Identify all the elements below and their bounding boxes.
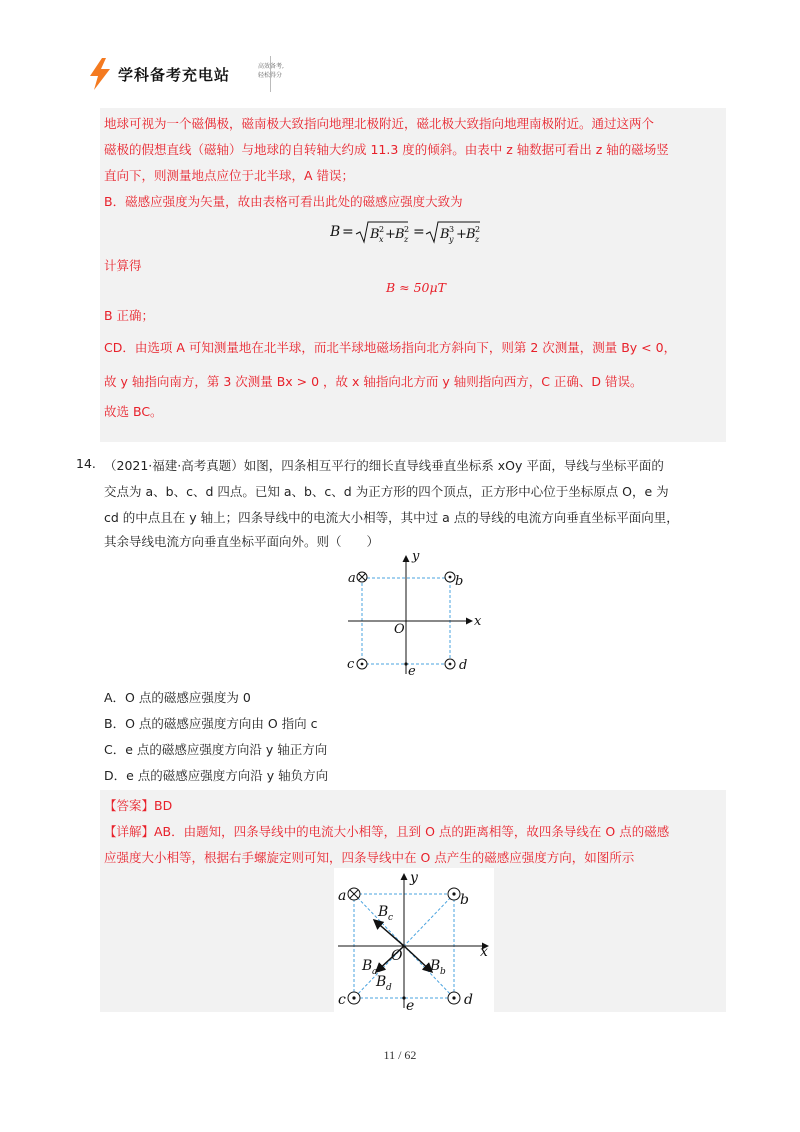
solution-line: CD．由选项 A 可知测量地在北半球，而北半球地磁场指向北方斜向下，则第 2 次测量，测量 By < 0，: [104, 340, 677, 355]
label-e: e: [406, 998, 415, 1014]
header-logo: [80, 52, 284, 96]
svg-text:2: 2: [404, 225, 410, 234]
solution-line: B 正确；: [104, 308, 155, 323]
solution-line: 计算得: [104, 258, 142, 273]
svg-text:z: z: [475, 235, 480, 244]
label-Bc-sub: c: [388, 913, 394, 923]
logo-slogan-line: 高效备考,: [258, 63, 284, 70]
label-a: a: [348, 571, 356, 586]
label-O: O: [394, 622, 405, 637]
solution-line: 地球可视为一个磁偶极，磁南极大致指向地理北极附近，磁北极大致指向地理南极附近。通过这两个: [104, 116, 655, 131]
svg-text:B: B: [440, 227, 450, 242]
solution-line: 故选 BC。: [104, 404, 163, 419]
option-c: C．e 点的磁感应强度方向沿 y 轴正方向: [104, 742, 328, 757]
formula-b-value-text: B ≈ 50μT: [386, 280, 446, 295]
wire-d-out-of-page-icon: [448, 992, 460, 1004]
label-Bc: B: [378, 904, 389, 920]
label-Bd: B: [376, 974, 387, 990]
svg-text:z: z: [404, 235, 409, 244]
option-a: A．O 点的磁感应强度为 0: [104, 690, 251, 705]
label-O: O: [391, 948, 403, 964]
option-b: B．O 点的磁感应强度方向由 O 指向 c: [104, 716, 318, 731]
formula-b-magnitude: [330, 216, 500, 248]
wire-b-out-of-page-icon: [448, 888, 460, 900]
wire-c-out-of-page-icon: [348, 992, 360, 1004]
svg-text:3: 3: [449, 225, 455, 234]
formula-b-value: [386, 280, 446, 295]
lightning-logo-icon: [88, 58, 112, 90]
answer-line: 【答案】BD: [104, 798, 173, 813]
svg-text:x: x: [379, 235, 384, 244]
question-number: 14.: [76, 456, 96, 471]
svg-text:=: =: [413, 224, 425, 240]
svg-text:2: 2: [379, 225, 385, 234]
label-d: d: [459, 658, 468, 673]
label-Ba-sub: a: [372, 967, 378, 977]
svg-text:y: y: [449, 235, 454, 244]
label-e: e: [408, 664, 416, 679]
solution-line: 直向下，则测量地点应位于北半球，A 错误；: [104, 168, 355, 183]
wire-d-out-of-page-icon: [445, 659, 455, 669]
svg-text:+: +: [385, 227, 396, 242]
figure-square-wires: [340, 548, 490, 680]
svg-text:2: 2: [475, 225, 481, 234]
logo-name: 学科备考充电站: [118, 66, 231, 84]
wire-b-out-of-page-icon: [445, 572, 455, 582]
wire-c-out-of-page-icon: [357, 659, 367, 669]
option-d: D．e 点的磁感应强度方向沿 y 轴负方向: [104, 768, 329, 783]
svg-text:B: B: [466, 227, 476, 242]
label-Bb: B: [430, 958, 441, 974]
svg-text:=: =: [342, 224, 354, 240]
label-x: x: [480, 944, 488, 960]
label-y: y: [410, 870, 418, 886]
svg-text:B: B: [330, 224, 341, 240]
question-line: cd 的中点且在 y 轴上；四条导线中的电流大小相等，其中过 a 点的导线的电流方向垂直坐标平面向里，: [104, 510, 679, 525]
label-Bd-sub: d: [386, 983, 392, 993]
solution-line: 磁极的假想直线（磁轴）与地球的自转轴大约成 11.3 度的倾斜。由表中 z 轴数据可看出 z 轴的磁场竖: [104, 142, 669, 157]
label-c: c: [338, 992, 346, 1008]
label-y: y: [412, 549, 420, 564]
solution-line: B．磁感应强度为矢量，故由表格可看出此处的磁感应强度大致为: [104, 194, 463, 209]
svg-text:B: B: [395, 227, 405, 242]
logo-slogan: [258, 62, 298, 80]
logo-slogan-line: 轻松得分: [258, 72, 283, 79]
label-x: x: [474, 614, 482, 629]
previous-solution-panel: [100, 108, 726, 442]
label-c: c: [347, 657, 355, 672]
label-b: b: [455, 574, 464, 589]
wire-a-into-page-icon: [357, 572, 367, 582]
figure-field-vectors: [334, 868, 494, 1014]
label-Ba: B: [362, 958, 373, 974]
solution-line: 故 y 轴指向南方，第 3 次测量 Bx > 0 ，故 x 轴指向北方而 y 轴则指向西方，C 正确、D 错误。: [104, 374, 643, 389]
label-a: a: [338, 888, 347, 904]
question-line: 其余导线电流方向垂直坐标平面向外。则（ ）: [104, 534, 380, 549]
label-b: b: [460, 892, 469, 908]
question-line: （2021·福建·高考真题）如图，四条相互平行的细长直导线垂直坐标系 xOy 平面，导线与坐标平面的: [104, 458, 664, 473]
svg-text:+: +: [456, 227, 467, 242]
svg-text:B: B: [370, 227, 380, 242]
page-number: 11 / 62: [383, 1048, 417, 1062]
label-Bb-sub: b: [440, 967, 446, 977]
detail-line: 应强度大小相等，根据右手螺旋定则可知，四条导线中在 O 点产生的磁感应强度方向，如图所示: [104, 850, 635, 865]
label-d: d: [464, 992, 473, 1008]
detail-line: 【详解】AB．由题知，四条导线中的电流大小相等，且到 O 点的距离相等，故四条导线在 O 点的磁感: [104, 824, 670, 839]
wire-a-into-page-icon: [348, 888, 360, 900]
question-line: 交点为 a、b、c、d 四点。已知 a、b、c、d 为正方形的四个顶点，正方形中心位于坐标原点 O，e 为: [104, 484, 669, 499]
